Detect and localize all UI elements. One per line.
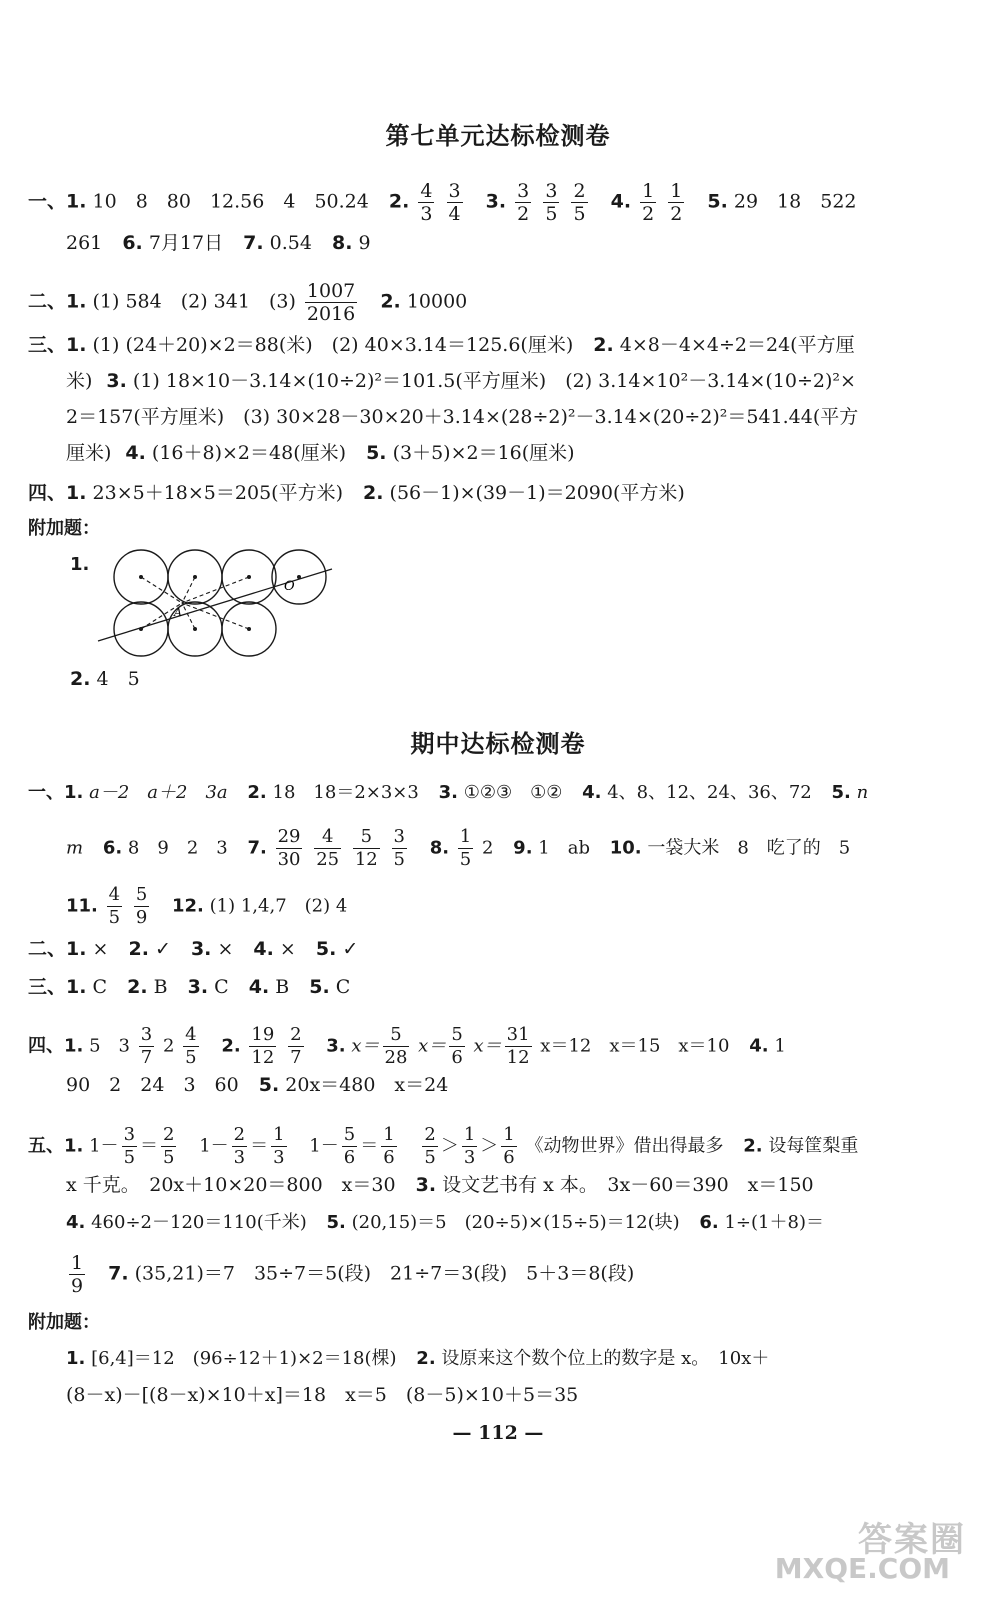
fraction: $\frac{5}{6}$ xyxy=(343,1124,356,1168)
unit7-s2: 二、1. (1) 584 (2) 341 (3) $\frac{1007}{2016}$ 2. 10000 xyxy=(28,280,468,325)
fraction: $\frac{3}{2}$ xyxy=(517,180,530,225)
fraction: $\frac{5}{9}$ xyxy=(135,884,148,928)
midterm-s1-line1: 一、1. a－2 a＋2 3a 2. 18 18＝2×3×3 3. ①②③ ①② 4. 4、8、12、24、36、72 5. n xyxy=(28,782,869,803)
fraction: $\frac{1}{2}$ xyxy=(670,180,683,225)
unit7-s3-line4: 厘米) 4. (16＋8)×2＝48(厘米) 5. (3＋5)×2＝16(厘米) xyxy=(66,442,575,464)
unit7-s4: 四、1. 23×5＋18×5＝205(平方米) 2. (56－1)×(39－1)＝2090(平方米) xyxy=(28,482,685,504)
midterm-s5-line4: $\frac{1}{9}$ 7. (35,21)＝7 35÷7＝5(段) 21÷7＝3(段) 5＋3＝8(段) xyxy=(71,1252,635,1297)
fraction: $\frac{1}{6}$ xyxy=(383,1124,395,1168)
midterm-extra-line2: (8－x)－[(8－x)×10＋x]＝18 x＝5 (8－5)×10＋5＝35 xyxy=(66,1384,579,1406)
unit7-extra-label: 附加题： xyxy=(28,518,100,539)
midterm-title: 期中达标检测卷 xyxy=(410,730,586,758)
unit7-s3-line1: 三、1. (1) (24＋20)×2＝88(米) (2) 40×3.14＝125.6(厘米) 2. 4×8－4×4÷2＝24(平方厘 xyxy=(28,334,855,356)
midterm-s1-line3: 11. $\frac{4}{5}$ $\frac{5}{9}$ 12. (1) 1,4,7 (2) 4 xyxy=(66,884,348,928)
midterm-s1-line2: m 6. 8 9 2 3 7. $\frac{29}{30}$ $\frac{4}{25}$ $\frac{5}{12}$ $\frac{3}{5}$ 8. $\frac{1}{5}$ 2 9. 1 ab 10. 一袋大米 8 吃了的 5 xyxy=(66,826,851,870)
unit7-s3-line3: 2＝157(平方厘米) (3) 30×28－30×20＋3.14×(28÷2)²－3.14×(20÷2)²＝541.44(平方 xyxy=(66,406,859,428)
page-number: — 112 — xyxy=(452,1422,544,1444)
fraction: $\frac{1}{9}$ xyxy=(71,1252,84,1297)
fraction: $\frac{5}{28}$ xyxy=(384,1024,408,1068)
point-label-a: A xyxy=(174,606,182,619)
fraction: $\frac{2}{3}$ xyxy=(233,1124,246,1168)
midterm-extra-line1: 1. [6,4]＝12 (96÷12＋1)×2＝18(棵) 2. 设原来这个数个位上的数字是 x。 10x＋ xyxy=(66,1348,770,1369)
fraction: $\frac{3}{5}$ xyxy=(545,180,558,225)
watermark-url: MXQE.COM xyxy=(774,1552,950,1585)
fraction: $\frac{19}{12}$ xyxy=(251,1024,275,1068)
fraction: $\frac{1}{3}$ xyxy=(273,1124,285,1168)
fraction: $\frac{4}{5}$ xyxy=(108,884,121,928)
fraction: $\frac{2}{5}$ xyxy=(424,1124,436,1168)
unit7-extra-q2: 2. 4 5 xyxy=(70,668,140,690)
fraction: $\frac{1007}{2016}$ xyxy=(306,280,356,325)
fraction: $\frac{4}{25}$ xyxy=(316,826,340,870)
fraction: $\frac{1}{5}$ xyxy=(459,826,472,870)
fraction: $\frac{31}{12}$ xyxy=(506,1024,530,1068)
midterm-s5-line3: 4. 460÷2－120＝110(千米) 5. (20,15)＝5 (20÷5)×(15÷5)＝12(块) 6. 1÷(1＋8)＝ xyxy=(66,1212,824,1233)
fraction: $\frac{1}{6}$ xyxy=(503,1124,515,1168)
fraction: $\frac{1}{3}$ xyxy=(463,1124,476,1168)
unit7-extra-q1-number: 1. xyxy=(70,554,90,575)
unit7-s3-line2: 米) 3. (1) 18×10－3.14×(10÷2)²＝101.5(平方厘米) (2) 3.14×10²－3.14×(10÷2)²× xyxy=(66,370,856,392)
midterm-s4-line1: 四、1. 5 3 $\frac{3}{7}$ 2 $\frac{4}{5}$ 2. $\frac{19}{12}$ $\frac{2}{7}$ 3. x＝ $\frac{5}{28}$ x＝ $\frac{5}{6}$ x＝ $\frac{31}{12}$ x＝12 x＝15 x＝10 4. 1 xyxy=(28,1024,786,1068)
midterm-s5-line1: 五、1. 1－ $\frac{3}{5}$ ＝ $\frac{2}{5}$ 1－ $\frac{2}{3}$ ＝ $\frac{1}{3}$ 1－ $\frac{5}{6}$ ＝ $\frac{1}{6}$ $\frac{2}{5}$ ＞ $\frac{1}{3}$ ＞ $\frac{1}{6}$ 《动物世界》借出得最多 2. 设每筐梨重 xyxy=(28,1124,859,1168)
fraction: $\frac{2}{7}$ xyxy=(290,1024,302,1068)
fraction: $\frac{4}{5}$ xyxy=(185,1024,197,1068)
circles-diagram xyxy=(94,545,344,667)
fraction: $\frac{29}{30}$ xyxy=(277,826,301,870)
unit7-s1-line1: 一、1. 10 8 80 12.56 4 50.24 2. $\frac{4}{3}$ $\frac{3}{4}$ 3. $\frac{3}{2}$ $\frac{3}{5}$ $\frac{2}{5}$ 4. $\frac{1}{2}$ $\frac{1}{2}$ 5. 29 18 522 xyxy=(28,180,857,225)
unit7-s1-line2: 261 6. 7月17日 7. 0.54 8. 9 xyxy=(66,232,371,254)
midterm-extra-label: 附加题： xyxy=(28,1312,100,1333)
fraction: $\frac{2}{5}$ xyxy=(573,180,586,225)
fraction: $\frac{5}{12}$ xyxy=(354,826,378,870)
fraction: $\frac{5}{6}$ xyxy=(451,1024,463,1068)
midterm-s2: 二、1. × 2. ✓ 3. × 4. × 5. ✓ xyxy=(28,938,359,960)
fraction: $\frac{3}{7}$ xyxy=(140,1024,153,1068)
fraction: $\frac{1}{2}$ xyxy=(642,180,655,225)
midterm-s5-line2: x 千克。 20x＋10×20＝800 x＝30 3. 设文艺书有 x 本。 3x－60＝390 x＝150 xyxy=(66,1174,814,1196)
fraction: $\frac{4}{3}$ xyxy=(420,180,433,225)
midterm-s4-line2: 90 2 24 3 60 5. 20x＝480 x＝24 xyxy=(66,1074,449,1096)
fraction: $\frac{3}{5}$ xyxy=(393,826,405,870)
fraction: $\frac{2}{5}$ xyxy=(163,1124,175,1168)
midterm-s3: 三、1. C 2. B 3. C 4. B 5. C xyxy=(28,976,351,998)
point-label-o: O xyxy=(284,579,295,594)
unit7-title: 第七单元达标检测卷 xyxy=(385,122,611,150)
fraction: $\frac{3}{5}$ xyxy=(123,1124,136,1168)
cutting-line xyxy=(98,569,332,641)
watermark-logo: 答案圈 xyxy=(858,1520,966,1560)
fraction: $\frac{3}{4}$ xyxy=(448,180,461,225)
